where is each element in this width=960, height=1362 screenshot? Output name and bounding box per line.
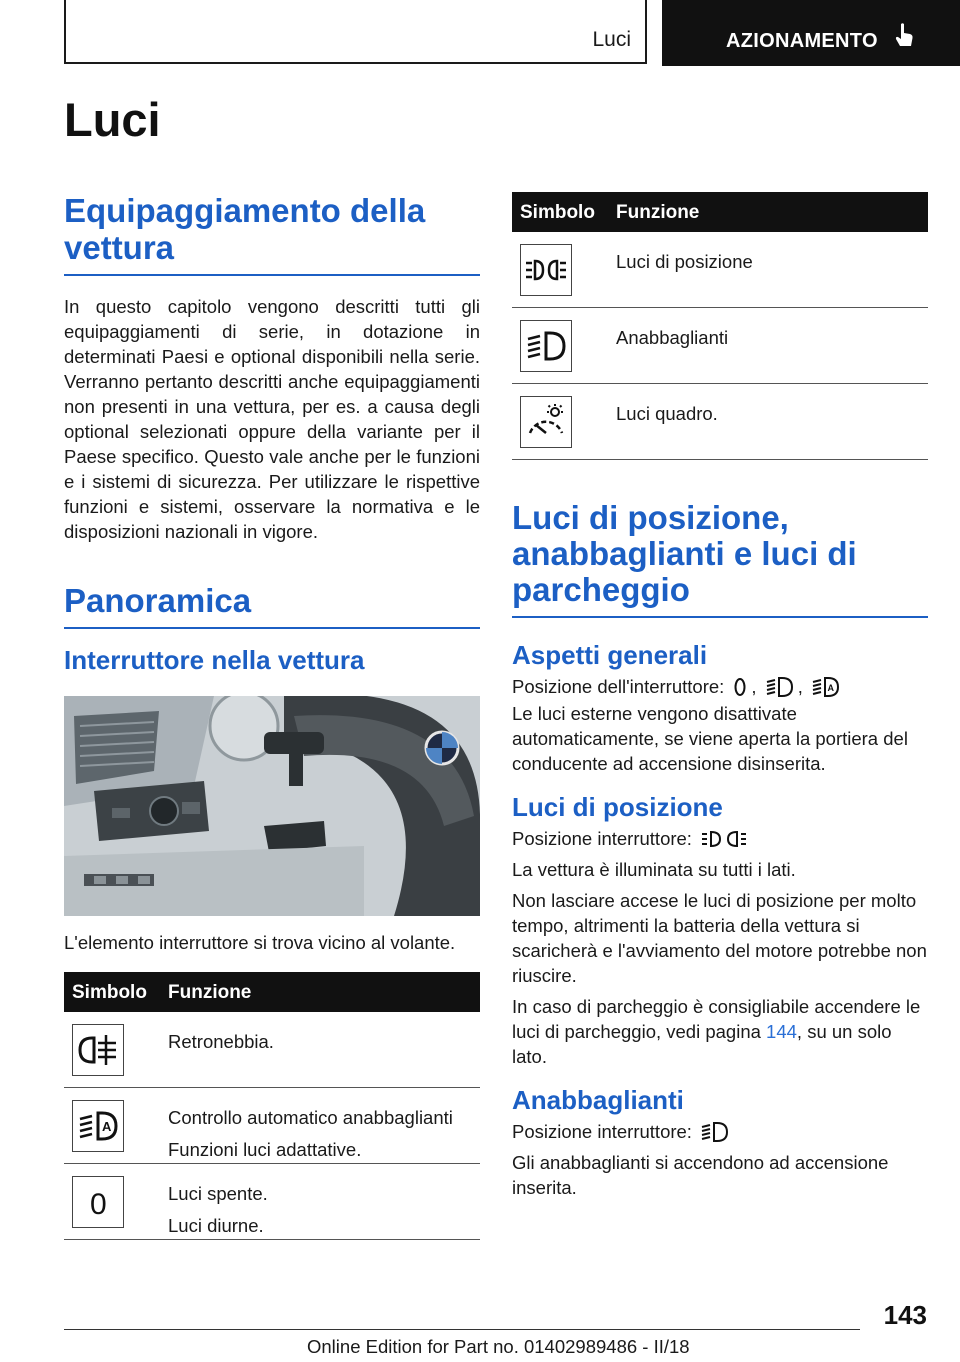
col-function-header: Funzione bbox=[168, 982, 252, 1003]
lights-rule bbox=[512, 616, 928, 618]
col-symbol-header: Simbolo bbox=[72, 982, 147, 1003]
header-section-box bbox=[64, 0, 647, 64]
svg-text:0: 0 bbox=[90, 1188, 107, 1219]
overview-section bbox=[64, 582, 480, 675]
function-text: Luci quadro. bbox=[616, 403, 718, 424]
parking-lights-heading: Luci di posizione bbox=[512, 792, 723, 822]
lights-off-icon bbox=[72, 1176, 124, 1228]
page-number: 143 bbox=[883, 1300, 927, 1330]
table-row bbox=[512, 308, 928, 384]
function-text: Luci di posizione bbox=[616, 251, 753, 272]
parking-switch-line: Posizione interruttore: bbox=[512, 826, 928, 851]
page-reference-link[interactable]: 144 bbox=[766, 1021, 797, 1042]
parking-light-icon bbox=[520, 244, 572, 296]
equipment-section bbox=[64, 192, 480, 544]
footer-rule bbox=[64, 1329, 860, 1330]
header-chapter-label: AZIONAMENTO bbox=[726, 30, 878, 52]
auto-headlight-icon bbox=[812, 676, 840, 698]
dashboard-switch-photo bbox=[64, 696, 480, 916]
footer-edition: Online Edition for Part no. 01402989486 - II/18 bbox=[307, 1336, 690, 1357]
rear-fog-light-icon bbox=[72, 1024, 124, 1076]
auto-headlight-icon bbox=[72, 1100, 124, 1152]
header-chapter-box bbox=[662, 0, 960, 66]
general-heading: Aspetti generali bbox=[512, 640, 708, 670]
equipment-heading: Equipaggiamento della vettura bbox=[64, 192, 426, 266]
table-row bbox=[64, 1164, 480, 1240]
function-text: Controllo automatico anabbaglianti Funzioni luci adattative. bbox=[168, 1107, 453, 1160]
dashboard-illustration bbox=[64, 696, 480, 916]
switch-subheading: Interruttore nella vettura bbox=[64, 645, 365, 675]
low-beam-icon bbox=[701, 1121, 729, 1143]
general-switch-line: Posizione dell'interruttore: , , A bbox=[512, 674, 928, 699]
parking-text-2: Non lasciare accese le luci di posizione per molto tempo, altrimenti la batteria della vettura si scaricherà e l'avviamento del motore potrebbe non riuscire. bbox=[512, 890, 927, 986]
overview-rule bbox=[64, 627, 480, 629]
parking-light-icon bbox=[701, 828, 747, 850]
function-text: Anabbaglianti bbox=[616, 327, 729, 348]
low-beam-icon bbox=[520, 320, 572, 372]
col-function-header: Funzione bbox=[616, 202, 700, 223]
svg-text:A: A bbox=[102, 1119, 112, 1134]
low-beam-text: Gli anabbaglianti si accendono ad accensione inserita. bbox=[512, 1152, 889, 1198]
low-beam-heading: Anabbaglianti bbox=[512, 1085, 684, 1115]
function-text: Retronebbia. bbox=[168, 1031, 274, 1052]
table-row bbox=[512, 232, 928, 308]
svg-text:A: A bbox=[827, 683, 834, 693]
switch-caption: L'elemento interruttore si trova vicino al volante. bbox=[64, 932, 456, 953]
table-row bbox=[512, 384, 928, 460]
pointing-hand-icon bbox=[894, 22, 914, 48]
function-text: Luci spente. Luci diurne. bbox=[168, 1183, 268, 1236]
table-row bbox=[64, 1088, 480, 1164]
lights-off-icon bbox=[733, 676, 747, 698]
header-section-label: Luci bbox=[592, 28, 631, 51]
table-header bbox=[64, 972, 480, 1012]
lights-section bbox=[512, 500, 928, 1200]
symbol-table-right bbox=[512, 192, 928, 460]
table-header bbox=[512, 192, 928, 232]
symbol-table-left bbox=[64, 972, 480, 1240]
parking-text-3: In caso di parcheggio è consigliabile accendere le luci di parcheggio, vedi pagina 144, su un solo lato. bbox=[512, 996, 921, 1067]
col-symbol-header: Simbolo bbox=[520, 202, 595, 223]
overview-heading: Panoramica bbox=[64, 582, 252, 619]
instrument-light-icon bbox=[520, 396, 572, 448]
lights-heading: Luci di posizione, anabbaglianti e luci di parcheggio bbox=[512, 499, 857, 608]
parking-text-1: La vettura è illuminata su tutti i lati. bbox=[512, 859, 796, 880]
low-beam-switch-line: Posizione interruttore: bbox=[512, 1119, 928, 1144]
equipment-rule bbox=[64, 274, 480, 276]
general-text: Le luci esterne vengono disattivate automaticamente, se viene aperta la portiera del conducente ad accensione disinserita. bbox=[512, 703, 908, 774]
page-title: Luci bbox=[64, 93, 161, 146]
equipment-text: In questo capitolo vengono descritti tutti gli equipaggiamenti di serie, in dotazione in determinati Paesi e optional disponibili nella serie. Verranno pertanto descritti anche equipaggiamenti non presenti in una vettura, per es. a causa degli optional selezionati oppure della variante per il Paese specifico. Questo vale anche per le funzioni e i sistemi di sicurezza. Per utilizzare le rispettive funzioni e sistemi, osservare la normativa e le disposizioni nazionali in vigore. bbox=[64, 296, 480, 542]
table-row bbox=[64, 1012, 480, 1088]
low-beam-icon bbox=[766, 676, 794, 698]
